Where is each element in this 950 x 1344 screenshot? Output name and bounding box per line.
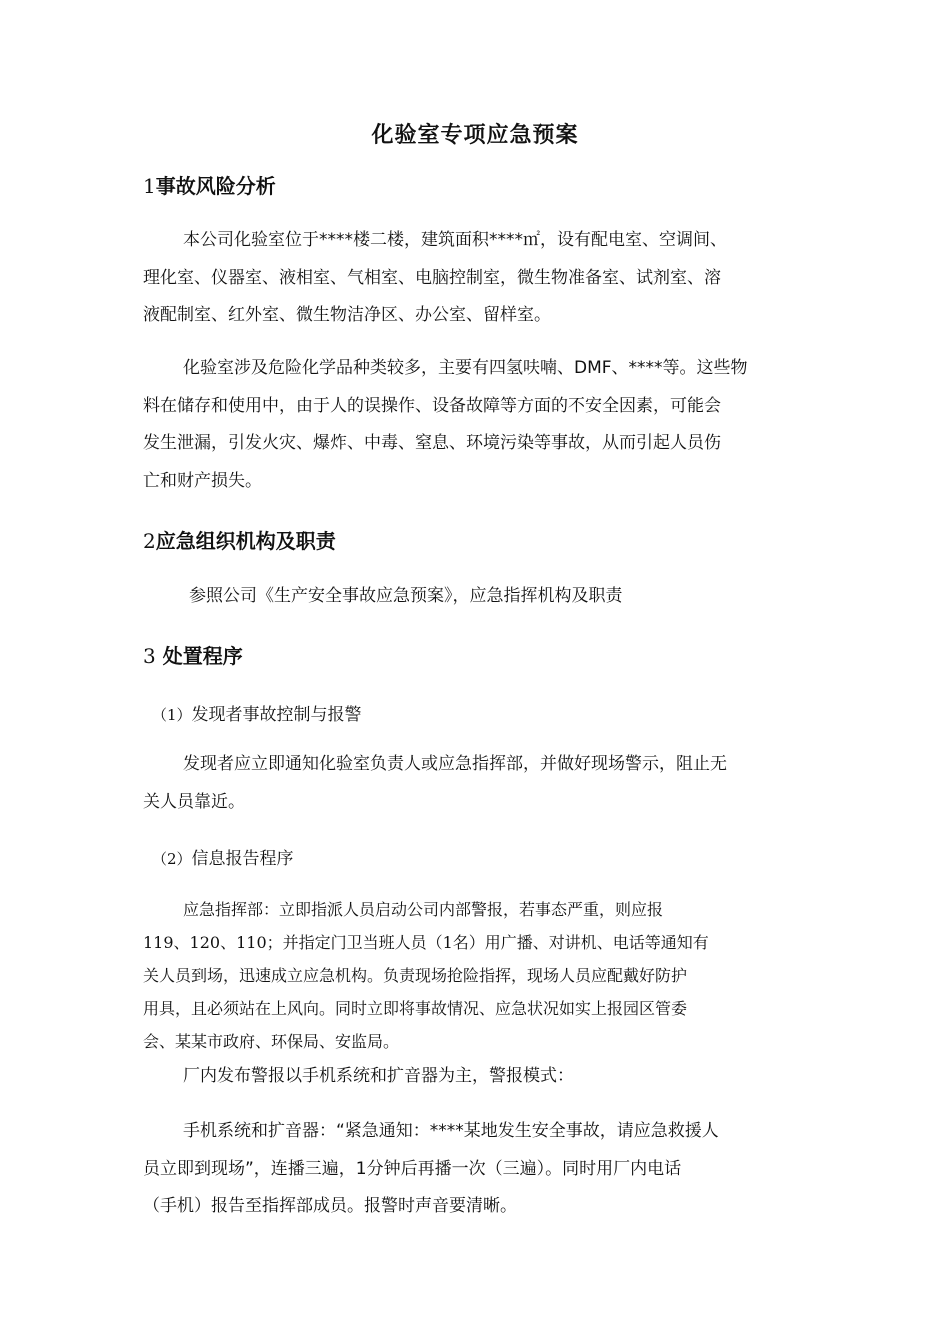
section-2-paragraph-1: 参照公司《生产安全事故应急预案》，应急指挥机构及职责: [189, 586, 623, 606]
subsection-1-paragraph-1: 发现者应立即通知化验室负责人或应急指挥部，并做好现场警示，阻止无 关人员靠近。: [143, 754, 727, 812]
subsection-2-heading: （2）信息报告程序: [152, 849, 294, 869]
section-1-heading: 1事故风险分析: [143, 174, 276, 198]
section-1-paragraph-1: 本公司化验室位于****楼二楼，建筑面积****㎡，设有配电室、空调间、 理化室、仪器室、液相室、气相室、电脑控制室，微生物准备室、试剂室、溶 液配制室、红外室、微生物洁净区、办公室、留样室。: [143, 230, 727, 325]
subsection-2-paragraph-3: 手机系统和扩音器：“紧急通知：****某地发生安全事故，请应急救援人 员立即到现场”，连播三遍，1分钟后再播一次（三遍）。同时用厂内电话 （手机）报告至指挥部成员。报警时声音要清晰。: [143, 1121, 719, 1216]
subsection-2-paragraph-1: 应急指挥部：立即指派人员启动公司内部警报，若事态严重，则应报 119、120、110；并指定门卫当班人员（1名）用广播、对讲机、电话等通知有 关人员到场，迅速成立应急机构。负责现场抢险指挥，现场人员应配戴好防护 用具，且必须站在上风向。同时立即将事故情况、应急状况如实上报园区管委 会、某某市政府、环保局、安监局。: [143, 900, 709, 1051]
section-3-heading: 3 处置程序: [143, 644, 243, 668]
subsection-2-paragraph-2: 厂内发布警报以手机系统和扩音器为主，警报模式：: [183, 1066, 574, 1086]
document-title: 化验室专项应急预案: [371, 123, 579, 148]
subsection-1-heading: （1）发现者事故控制与报警: [152, 705, 362, 725]
section-2-heading: 2应急组织机构及职责: [143, 529, 336, 553]
section-1-paragraph-2: 化验室涉及危险化学品种类较多，主要有四氢呋喃、DMF、****等。这些物 料在储存和使用中，由于人的误操作、设备故障等方面的不安全因素，可能会 发生泄漏，引发火灾、爆炸、中毒、窒息、环境污染等事故，从而引起人员伤 亡和财产损失。: [143, 358, 748, 491]
